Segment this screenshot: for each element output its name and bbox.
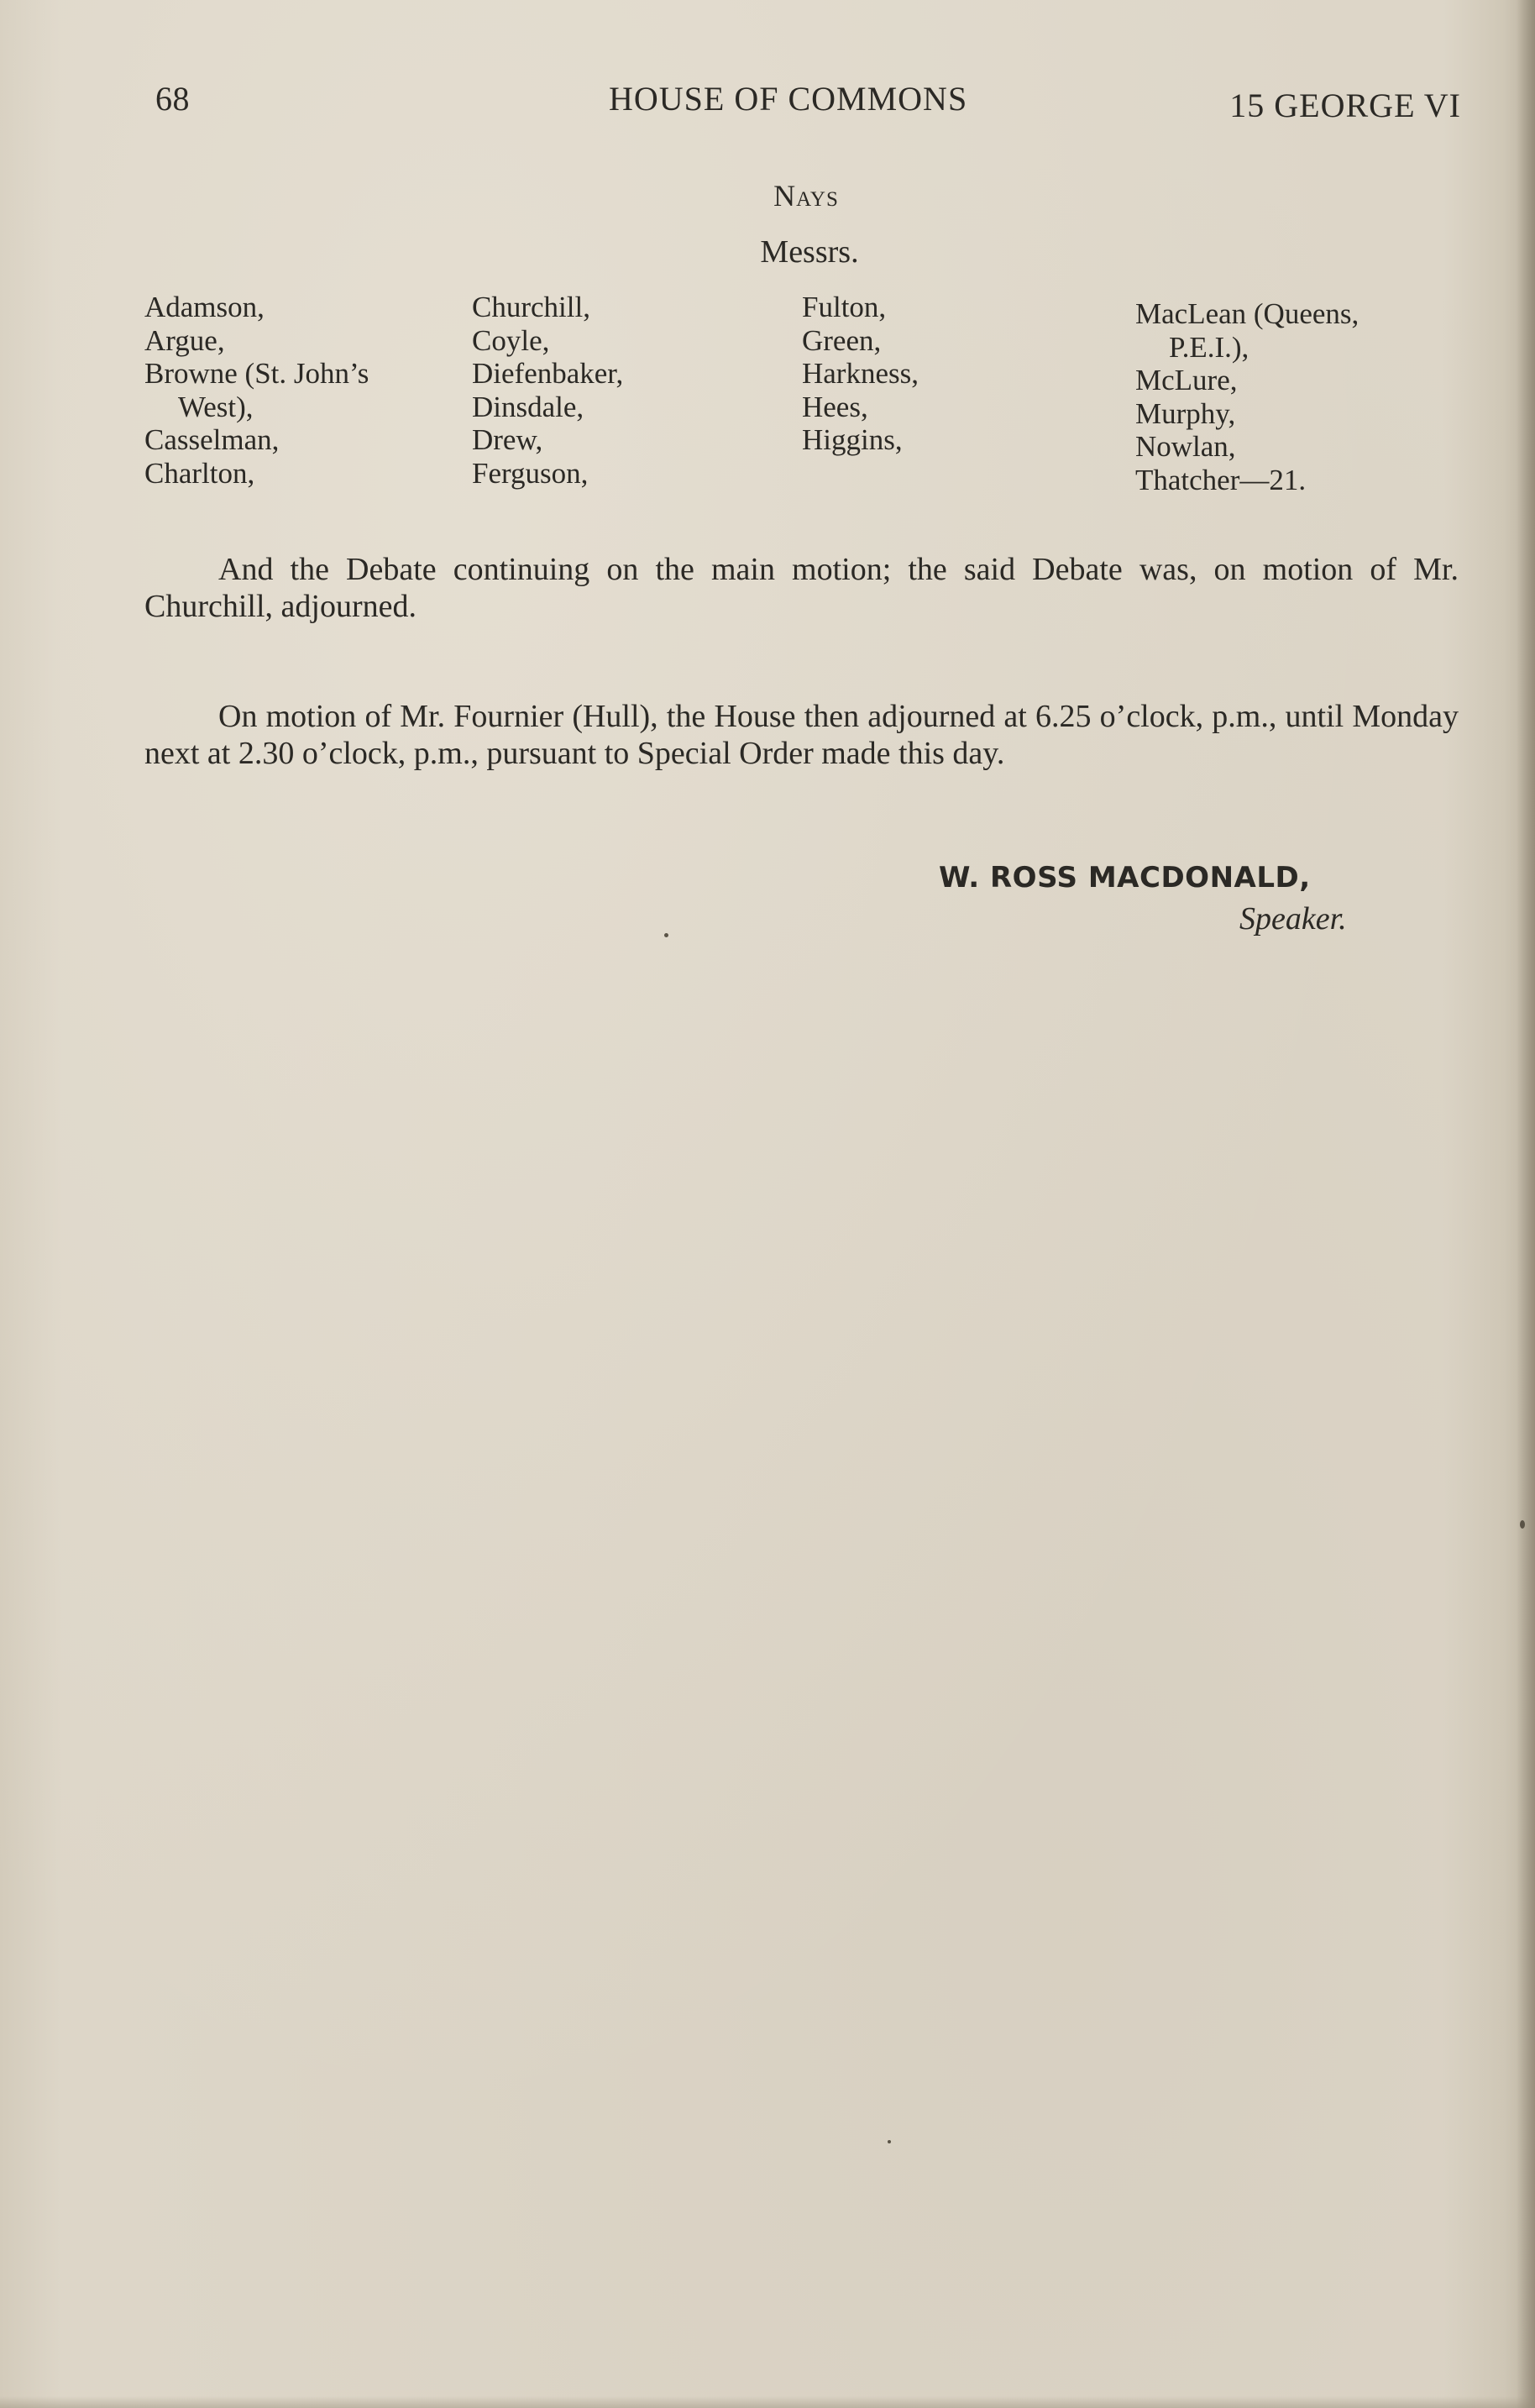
page-number: 68 [155,80,190,118]
member-name-total: Thatcher—21. [1135,463,1307,496]
running-title: HOUSE OF COMMONS [609,80,968,118]
member-name: Churchill, [472,291,590,323]
member-name: Dinsdale, [472,390,584,423]
paper-speck [888,2140,891,2143]
page-bottom-edge [0,2396,1535,2408]
debate-adjourned-paragraph: And the Debate continuing on the main motion; the said Debate was, on motion of Mr. Churchill, adjourned. [144,552,1459,624]
member-name-continuation: P.E.I.), [1169,330,1249,364]
names-column-1 [144,291,369,490]
member-name: Diefenbaker, [472,357,624,390]
names-column-2 [472,291,623,490]
member-name: Charlton, [144,456,255,490]
member-name: Drew, [472,423,543,456]
member-name: Coyle, [472,323,550,357]
nays-heading: Nays [773,179,839,212]
member-name: McLure, [1135,364,1238,396]
regnal-year: 15 GEORGE VI [1229,87,1461,124]
binding-shadow [1517,0,1535,2408]
names-column-3 [802,291,919,457]
member-name: Fulton, [802,291,887,323]
member-name: MacLean (Queens, [1135,297,1359,330]
paper-speck [1520,1520,1525,1529]
speaker-signature-name: W. ROSS MACDONALD, [939,861,1311,894]
member-name: Nowlan, [1135,430,1236,463]
division-names-list [144,291,1454,509]
house-adjourned-paragraph: On motion of Mr. Fournier (Hull), the House then adjourned at 6.25 o’clock, p.m., until Monday next at 2.30 o’clock, p.m., pursuant to Special Order made this day. [144,699,1459,771]
member-name: Casselman, [144,423,280,456]
member-name: Green, [802,323,882,357]
member-name-continuation: West), [178,390,254,423]
member-name: Murphy, [1135,396,1236,430]
speaker-title: Speaker. [1239,901,1347,936]
names-column-4 [1135,297,1359,496]
member-name: Hees, [802,390,868,423]
member-name: Higgins, [802,423,903,456]
member-name: Argue, [144,323,225,357]
messrs-label: Messrs. [760,234,859,270]
member-name: Adamson, [144,291,265,323]
running-header [143,77,1470,128]
member-name: Harkness, [802,357,919,390]
paper-speck [664,933,668,937]
member-name: Browne (St. John’s [144,357,369,390]
member-name: Ferguson, [472,456,589,490]
